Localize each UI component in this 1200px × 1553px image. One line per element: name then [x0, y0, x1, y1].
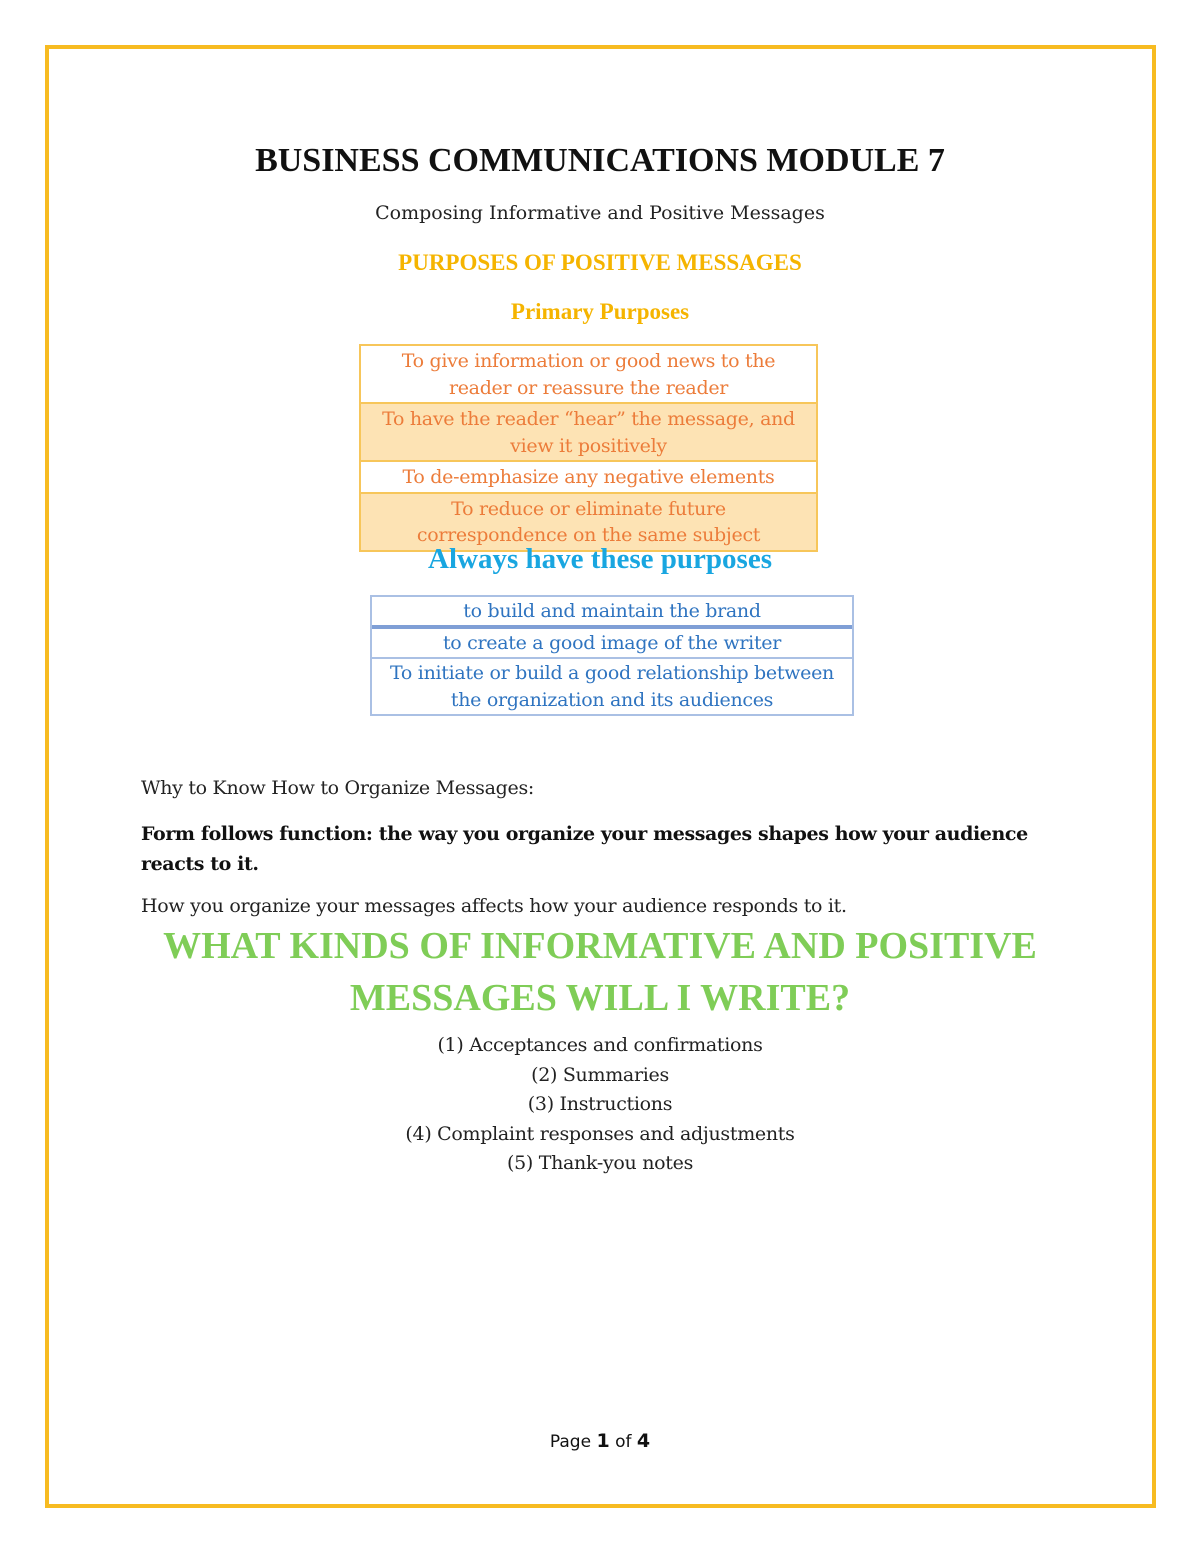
always-purpose-item: To initiate or build a good relationship between the organization and its audiences: [390, 662, 834, 711]
total-pages-number: 4: [636, 1430, 651, 1452]
why-organize-label: Why to Know How to Organize Messages:: [141, 777, 534, 799]
primary-purpose-item: To have the reader “hear” the message, and view it positively: [361, 404, 816, 462]
document-subtitle: Composing Informative and Positive Messages: [375, 202, 825, 224]
kinds-heading-line-1: WHAT KINDS OF INFORMATIVE AND POSITIVE: [163, 925, 1037, 967]
primary-purposes-table: [359, 344, 818, 552]
current-page-number: 1: [596, 1430, 610, 1452]
primary-purpose-item: To reduce or eliminate future correspondence on the same subject: [361, 494, 816, 550]
of-label: of: [615, 1432, 632, 1452]
list-item: (1) Acceptances and confirmations: [437, 1034, 763, 1056]
always-purposes-heading: Always have these purposes: [428, 543, 772, 575]
list-item: (5) Thank-you notes: [506, 1152, 694, 1174]
form-follows-function-text: Form follows function: the way you organize your messages shapes how your audience reacts to it.: [141, 823, 1028, 875]
list-item: (4) Complaint responses and adjustments: [405, 1122, 795, 1145]
primary-purpose-item: To give information or good news to the reader or reassure the reader: [361, 346, 816, 404]
kinds-heading: [0, 920, 1200, 1024]
list-item: (3) Instructions: [527, 1093, 673, 1115]
always-purpose-item: to build and maintain the brand: [372, 597, 852, 629]
list-item: (2) Summaries: [531, 1063, 669, 1086]
always-purposes-table: [370, 595, 854, 716]
message-kinds-list: [0, 1031, 1200, 1179]
primary-purpose-item: To de-emphasize any negative elements: [361, 462, 816, 494]
primary-purposes-heading: Primary Purposes: [510, 299, 690, 324]
kinds-heading-line-2: MESSAGES WILL I WRITE?: [349, 977, 851, 1019]
page-label: Page: [549, 1432, 592, 1452]
how-organize-text: How you organize your messages affects how your audience responds to it.: [141, 895, 847, 917]
always-purpose-item: to create a good image of the writer: [372, 629, 852, 659]
document-title: BUSINESS COMMUNICATIONS MODULE 7: [255, 142, 945, 179]
section-heading: PURPOSES OF POSITIVE MESSAGES: [398, 250, 802, 275]
page-footer: [0, 1430, 1200, 1452]
